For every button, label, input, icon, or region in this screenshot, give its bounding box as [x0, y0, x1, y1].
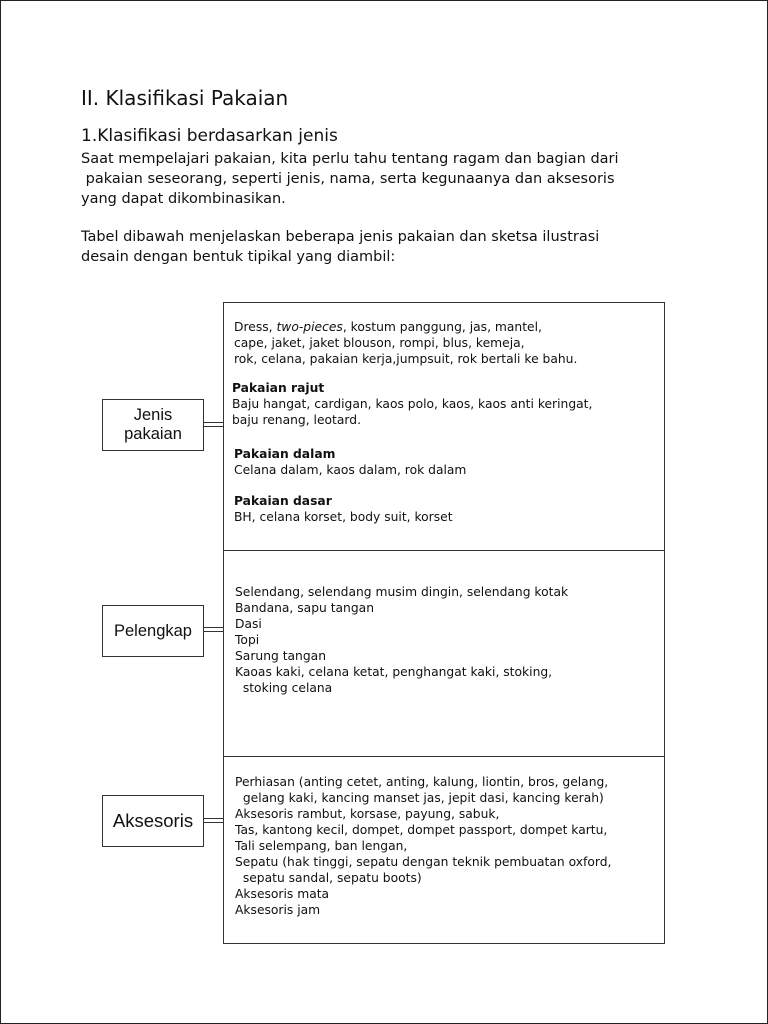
pelengkap-cell	[223, 550, 665, 757]
pakaian-dalam-line-1: Celana dalam, kaos dalam, rok dalam	[234, 463, 467, 477]
intro-paragraph	[81, 149, 619, 209]
subsection-heading: 1.Klasifikasi berdasarkan jenis	[81, 126, 338, 146]
jenis-pakaian-cell	[223, 302, 665, 551]
intro-line-3: yang dapat dikombinasikan.	[81, 191, 286, 207]
table-intro-line-1: Tabel dibawah menjelaskan beberapa jenis pakaian dan sketsa ilustrasi	[81, 229, 600, 245]
jenis-pakaian-label	[102, 399, 204, 451]
pelengkap-list	[235, 584, 568, 696]
pakaian-dalam-block	[234, 446, 466, 478]
table-intro-paragraph	[81, 227, 599, 267]
aksesoris-item: Sepatu (hak tinggi, sepatu dengan teknik pembuatan oxford,	[235, 855, 612, 869]
aksesoris-cell	[223, 756, 665, 944]
pelengkap-item: Topi	[235, 633, 260, 647]
pelengkap-item: Kaoas kaki, celana ketat, penghangat kaki, stoking,	[235, 665, 553, 679]
jenis-main-line-3: rok, celana, pakaian kerja,jumpsuit, rok bertali ke bahu.	[234, 352, 578, 366]
jenis-main-text	[234, 319, 577, 367]
jenis-main-line-2: cape, jaket, jaket blouson, rompi, blus, kemeja,	[234, 336, 525, 350]
aksesoris-item: Aksesoris rambut, korsase, payung, sabuk,	[235, 807, 500, 821]
jenis-label-line-1: Jenis	[133, 406, 173, 424]
aksesoris-item: Perhiasan (anting cetet, anting, kalung, liontin, bros, gelang,	[235, 775, 609, 789]
pakaian-dasar-line-1: BH, celana korset, body suit, korset	[234, 510, 453, 524]
pelengkap-label: Pelengkap	[102, 605, 204, 657]
pelengkap-item: stoking celana	[235, 681, 333, 695]
aksesoris-item: Aksesoris mata	[235, 887, 330, 901]
aksesoris-label: Aksesoris	[102, 795, 204, 847]
pelengkap-item: Selendang, selendang musim dingin, selendang kotak	[235, 585, 569, 599]
aksesoris-item: sepatu sandal, sepatu boots)	[235, 871, 422, 885]
aksesoris-list	[235, 774, 611, 918]
pakaian-dalam-title: Pakaian dalam	[234, 447, 336, 461]
jenis-label-line-2: pakaian	[124, 425, 182, 443]
aksesoris-item: Aksesoris jam	[235, 903, 321, 917]
intro-line-2: pakaian seseorang, seperti jenis, nama, serta kegunaanya dan aksesoris	[81, 171, 615, 187]
aksesoris-item: gelang kaki, kancing manset jas, jepit dasi, kancing kerah)	[235, 791, 604, 805]
pelengkap-item: Sarung tangan	[235, 649, 326, 663]
intro-line-1: Saat mempelajari pakaian, kita perlu tahu tentang ragam dan bagian dari	[81, 151, 619, 167]
pelengkap-connector	[204, 627, 223, 632]
pakaian-dasar-title: Pakaian dasar	[234, 494, 332, 508]
aksesoris-item: Tas, kantong kecil, dompet, dompet passport, dompet kartu,	[235, 823, 608, 837]
pelengkap-item: Bandana, sapu tangan	[235, 601, 374, 615]
pelengkap-item: Dasi	[235, 617, 262, 631]
pakaian-rajut-line-2: baju renang, leotard.	[232, 413, 361, 427]
aksesoris-item: Tali selempang, ban lengan,	[235, 839, 408, 853]
pakaian-rajut-line-1: Baju hangat, cardigan, kaos polo, kaos, kaos anti keringat,	[232, 397, 593, 411]
jenis-connector	[204, 422, 223, 427]
jenis-main-line-1	[234, 319, 577, 335]
pakaian-dasar-block	[234, 493, 453, 525]
aksesoris-connector	[204, 818, 223, 823]
jenis-main-post: , kostum panggung, jas, mantel,	[342, 320, 542, 334]
pakaian-rajut-block	[232, 380, 592, 428]
table-intro-line-2: desain dengan bentuk tipikal yang diambil:	[81, 249, 396, 265]
section-heading: II. Klasifikasi Pakaian	[81, 86, 289, 110]
jenis-main-pre: Dress,	[234, 320, 277, 334]
jenis-main-italic: two-pieces	[276, 320, 343, 334]
pakaian-rajut-title: Pakaian rajut	[232, 381, 325, 395]
